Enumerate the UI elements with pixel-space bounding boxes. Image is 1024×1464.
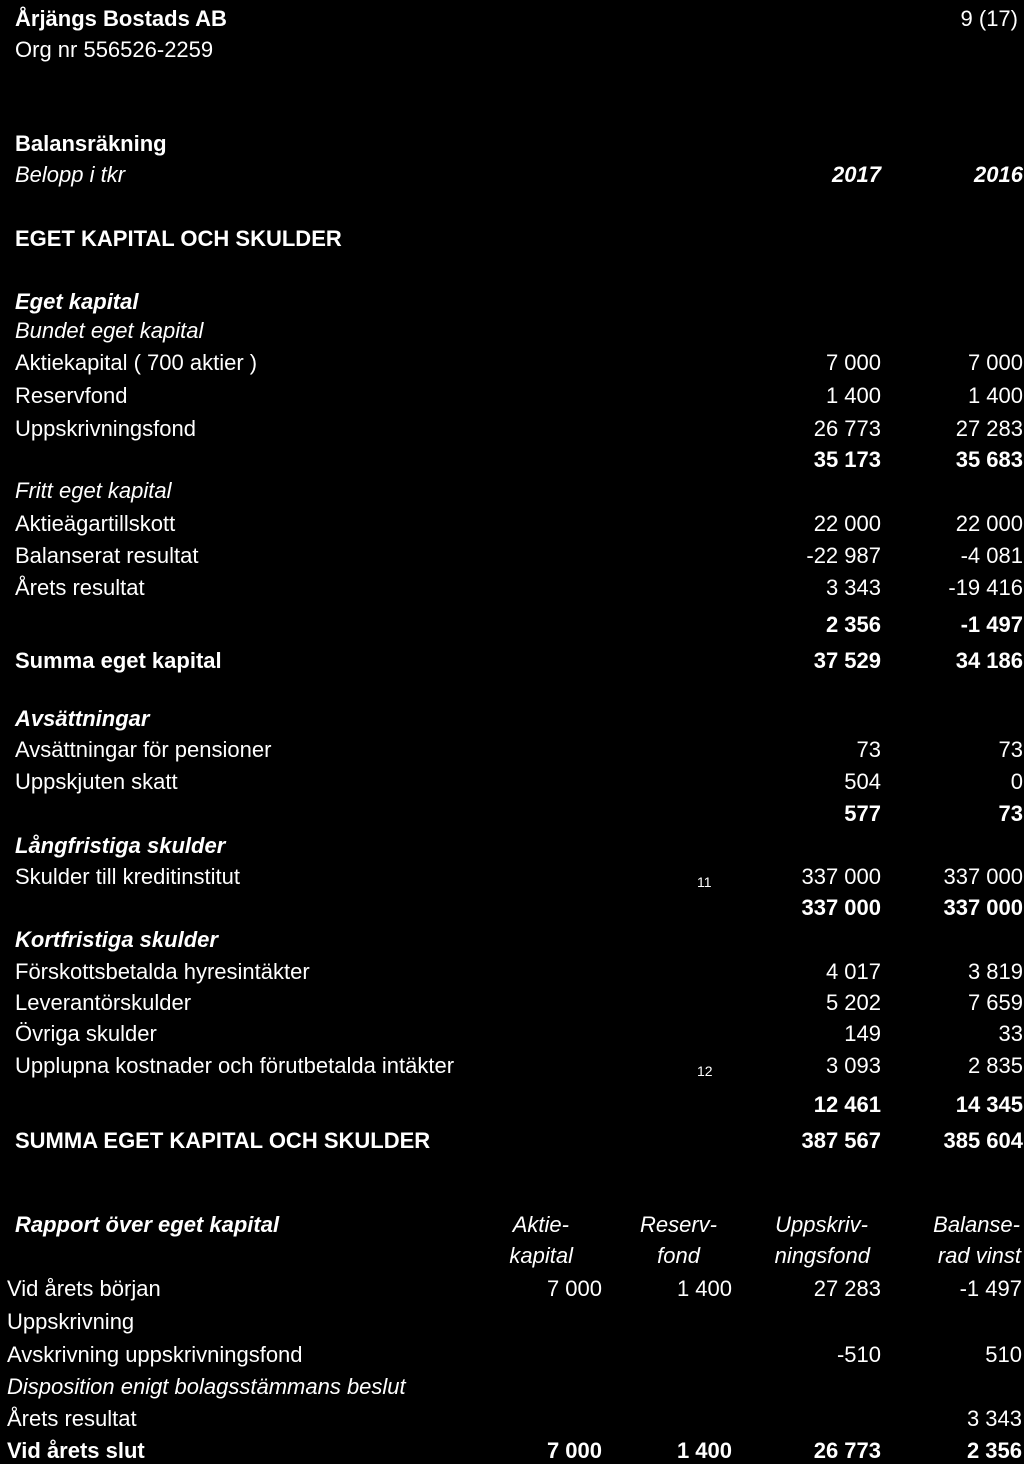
column-header: Balanse-: [933, 1212, 1020, 1237]
column-header: Reserv-: [639, 1212, 717, 1237]
row-label: Aktiekapital ( 700 aktier ): [15, 350, 258, 375]
value-2016: -19 416: [948, 575, 1023, 600]
report-row-label: Uppskrivning: [7, 1309, 135, 1334]
row-label: Uppskjuten skatt: [15, 769, 178, 794]
column-header: Uppskriv-: [775, 1212, 868, 1237]
note-ref: 12: [697, 1063, 713, 1079]
long-term-liabilities-heading: Långfristiga skulder: [15, 833, 226, 858]
value-2016: 337 000: [943, 864, 1023, 889]
value-2017: -22 987: [806, 543, 881, 568]
value-2017: 504: [844, 769, 881, 794]
value-2016: 2 835: [967, 1053, 1023, 1078]
year-prior: 2016: [974, 162, 1023, 187]
report-row-label: Vid årets slut: [7, 1438, 145, 1463]
report-value: 1 400: [676, 1276, 732, 1301]
unit-label: Belopp i tkr: [15, 162, 126, 187]
report-value: 27 283: [813, 1276, 881, 1301]
report-value: 1 400: [676, 1438, 732, 1463]
report-value: 510: [985, 1342, 1022, 1367]
grand-total-2017: 387 567: [801, 1128, 881, 1153]
value-2016: 33: [998, 1021, 1023, 1046]
value-2017: 149: [844, 1021, 881, 1046]
value-2016: 22 000: [955, 511, 1023, 536]
subtotal-2017: 35 173: [813, 447, 881, 472]
total-equity-2017: 37 529: [813, 648, 881, 673]
report-value: 26 773: [813, 1438, 881, 1463]
value-2017: 337 000: [801, 864, 881, 889]
subtotal-2016: 73: [998, 801, 1023, 826]
year-current: 2017: [832, 162, 881, 187]
column-header: rad vinst: [937, 1243, 1021, 1268]
company-name: Årjängs Bostads AB: [15, 6, 227, 31]
column-header: fond: [657, 1243, 700, 1268]
report-row-label: Årets resultat: [7, 1406, 137, 1431]
row-label: Upplupna kostnader och förutbetalda intäkter: [15, 1053, 455, 1078]
report-value: 3 343: [966, 1406, 1022, 1431]
report-value: 2 356: [966, 1438, 1022, 1463]
subtotal-2016: 14 345: [955, 1092, 1023, 1117]
row-label: Förskottsbetalda hyresintäkter: [15, 959, 310, 984]
row-label: Uppskrivningsfond: [15, 416, 196, 441]
value-2016: 1 400: [967, 383, 1023, 408]
row-label: Reservfond: [15, 383, 128, 408]
subtotal-2017: 12 461: [813, 1092, 881, 1117]
value-2016: 27 283: [955, 416, 1023, 441]
org-number: Org nr 556526-2259: [15, 37, 214, 62]
column-header: ningsfond: [774, 1243, 870, 1268]
grand-total-2016: 385 604: [943, 1128, 1023, 1153]
equity-report-title: Rapport över eget kapital: [15, 1212, 280, 1237]
value-2017: 3 343: [825, 575, 881, 600]
subtotal-2016: 35 683: [955, 447, 1023, 472]
value-2016: 7 659: [967, 990, 1023, 1015]
balance-title: Balansräkning: [15, 131, 167, 156]
report-value: -510: [836, 1342, 881, 1367]
subtotal-2016: 337 000: [943, 895, 1023, 920]
grand-total-label: SUMMA EGET KAPITAL OCH SKULDER: [15, 1128, 431, 1153]
row-label: Övriga skulder: [15, 1021, 157, 1046]
subtotal-2017: 337 000: [801, 895, 881, 920]
value-2017: 1 400: [825, 383, 881, 408]
report-row-label: Avskrivning uppskrivningsfond: [7, 1342, 303, 1367]
total-equity-label: Summa eget kapital: [15, 648, 222, 673]
short-term-liabilities-heading: Kortfristiga skulder: [15, 927, 218, 952]
total-equity-2016: 34 186: [955, 648, 1023, 673]
subtotal-2017: 2 356: [825, 612, 881, 637]
value-2017: 26 773: [813, 416, 881, 441]
report-row-label: Disposition enigt bolagsstämmans beslut: [7, 1374, 406, 1399]
row-label: Aktieägartillskott: [15, 511, 176, 536]
page-number: 9 (17): [960, 6, 1018, 31]
value-2017: 3 093: [825, 1053, 881, 1078]
section-title: EGET KAPITAL OCH SKULDER: [15, 226, 342, 251]
row-label: Skulder till kreditinstitut: [15, 864, 240, 889]
report-value: 7 000: [546, 1276, 602, 1301]
provisions-heading: Avsättningar: [15, 706, 150, 731]
value-2017: 5 202: [825, 990, 881, 1015]
column-header: Aktie-: [512, 1212, 569, 1237]
value-2016: 73: [998, 737, 1023, 762]
note-ref: 11: [697, 874, 712, 890]
value-2016: 7 000: [967, 350, 1023, 375]
row-label: Balanserat resultat: [15, 543, 199, 568]
report-row-label: Vid årets början: [7, 1276, 161, 1301]
value-2016: 3 819: [967, 959, 1023, 984]
equity-heading: Eget kapital: [15, 289, 139, 314]
value-2017: 73: [856, 737, 881, 762]
row-label: Årets resultat: [15, 575, 145, 600]
report-value: -1 497: [959, 1276, 1022, 1301]
subtotal-2017: 577: [844, 801, 881, 826]
value-2016: 0: [1010, 769, 1023, 794]
subtotal-2016: -1 497: [960, 612, 1023, 637]
row-label: Avsättningar för pensioner: [15, 737, 272, 762]
report-value: 7 000: [546, 1438, 602, 1463]
value-2017: 22 000: [813, 511, 881, 536]
value-2016: -4 081: [960, 543, 1023, 568]
row-label: Leverantörskulder: [15, 990, 192, 1015]
restricted-heading: Bundet eget kapital: [15, 318, 204, 343]
value-2017: 4 017: [825, 959, 881, 984]
column-header: kapital: [509, 1243, 573, 1268]
value-2017: 7 000: [825, 350, 881, 375]
free-equity-heading: Fritt eget kapital: [15, 478, 172, 503]
